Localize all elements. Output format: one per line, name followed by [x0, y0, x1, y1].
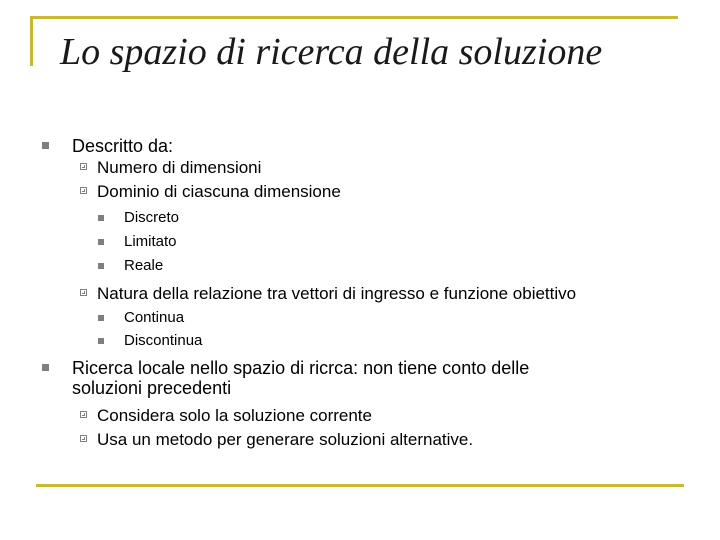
bullet-text-continuation: soluzioni precedenti: [72, 378, 232, 398]
slide-title: Lo spazio di ricerca della soluzione: [60, 31, 603, 73]
bullet-text: Natura della relazione tra vettori di ingresso e funzione obiettivo: [97, 284, 577, 303]
level3-bullet: [98, 263, 104, 269]
bullet-text: Continua: [124, 309, 185, 326]
bullet-text: Considera solo la soluzione corrente: [97, 406, 372, 425]
level2-bullet: [80, 435, 87, 442]
footer-rule: [36, 484, 684, 487]
bullet-text: Limitato: [124, 233, 177, 250]
level1-bullet: [42, 364, 49, 371]
bullet-text: Reale: [124, 257, 164, 274]
level3-bullet: [98, 215, 104, 221]
bullet-text: Ricerca locale nello spazio di ricrca: non tiene conto delle: [72, 358, 530, 378]
level3-bullet: [98, 239, 104, 245]
level2-bullet: [80, 289, 87, 296]
level3-bullet: [98, 315, 104, 321]
level2-bullet: [80, 187, 87, 194]
title-frame-top-rule: [30, 16, 678, 19]
title-frame-left-rule: [30, 16, 33, 66]
bullet-text: Descritto da:: [72, 136, 174, 156]
bullet-text: Numero di dimensioni: [97, 158, 262, 177]
bullet-text: Discreto: [124, 209, 180, 226]
level2-bullet: [80, 163, 87, 170]
level3-bullet: [98, 338, 104, 344]
bullet-text: Dominio di ciascuna dimensione: [97, 182, 341, 201]
level1-bullet: [42, 142, 49, 149]
bullet-text: Discontinua: [124, 332, 203, 349]
bullet-text: Usa un metodo per generare soluzioni alternative.: [97, 430, 474, 449]
level2-bullet: [80, 411, 87, 418]
